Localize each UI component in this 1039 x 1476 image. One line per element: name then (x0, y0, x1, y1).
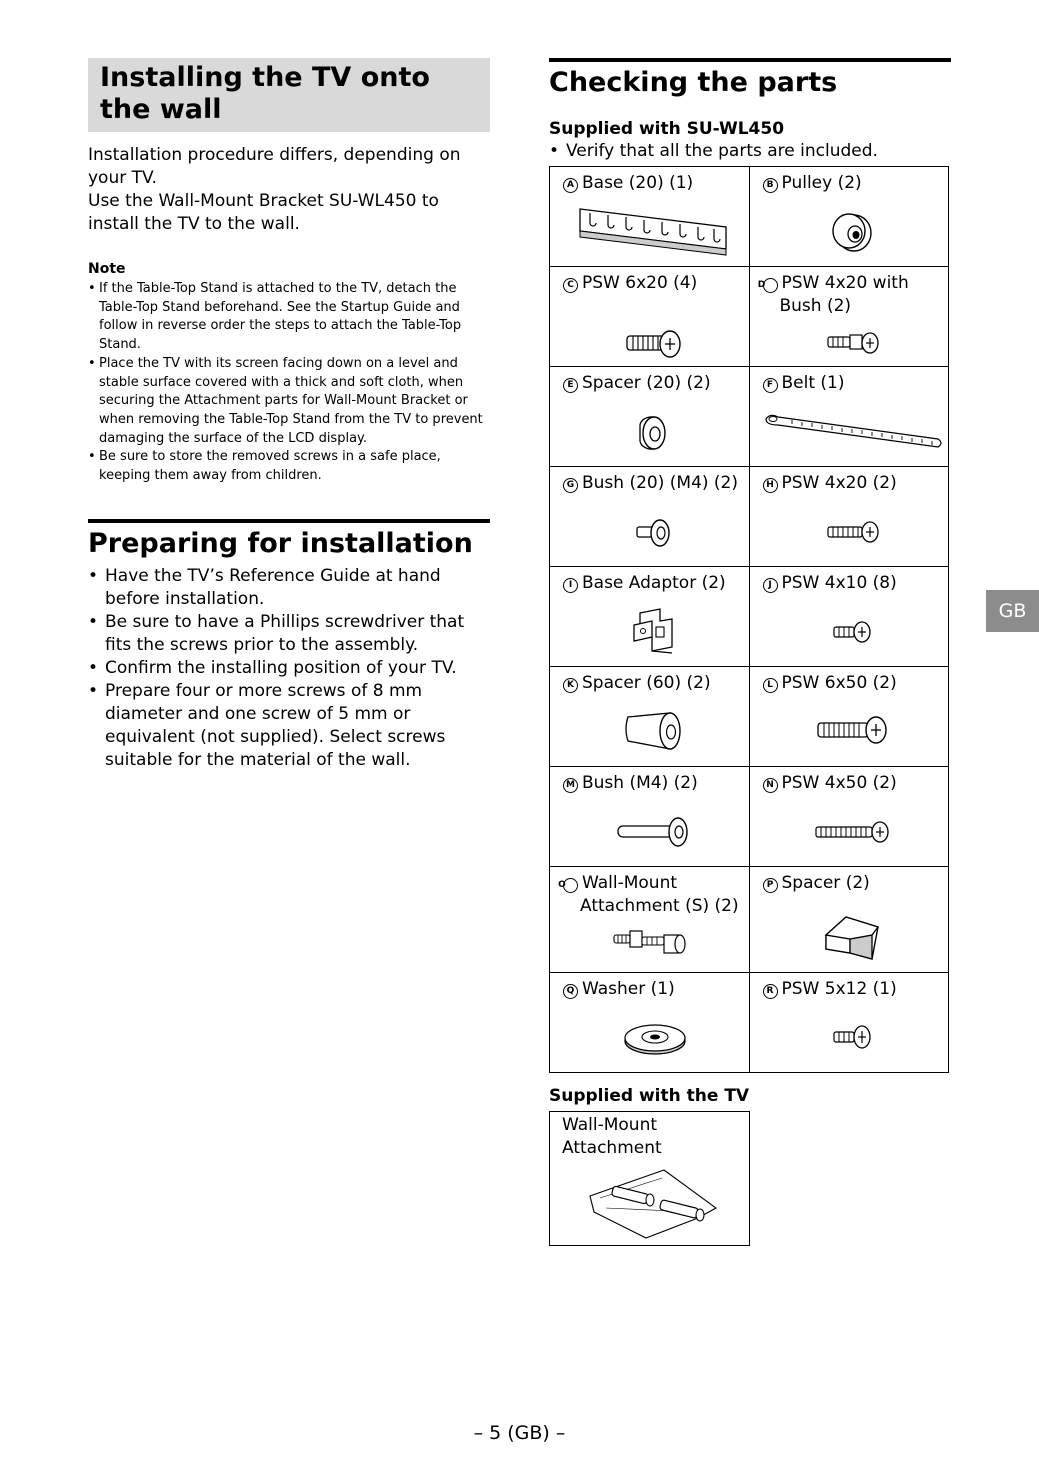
note-item: • Place the TV with its screen facing down on a level and stable surface covered with a thick and soft cloth, when securing the Attachment parts for Wall-Mount Bracket or when removing the Table-Top Stand from the TV to prevent damaging the surface of the LCD display. (88, 355, 483, 446)
base-adaptor-icon (630, 607, 676, 655)
part-cell: Q Washer (1) (550, 973, 749, 1072)
bagged-attachments-icon (586, 1168, 720, 1240)
part-cell: J PSW 4x10 (8) (750, 567, 949, 666)
washer-icon (622, 1021, 688, 1057)
part-cell: G Bush (20) (M4) (2) (550, 467, 749, 566)
screw-icon (624, 327, 684, 361)
part-cell: D PSW 4x20 with Bush (2) (750, 267, 949, 366)
tv-supplied-heading: Supplied with the TV (549, 1086, 750, 1106)
screw-with-bush-icon (826, 331, 882, 355)
bush-icon (634, 517, 674, 549)
wall-mount-attachment-icon (612, 925, 690, 959)
note-item: • Be sure to store the removed screws in a safe place, keeping them away from children. (88, 449, 441, 484)
base-bracket-icon (576, 203, 730, 261)
page-number: – 5 (GB) – (473, 1422, 566, 1444)
parts-title: Checking the parts (549, 67, 838, 98)
note-item: • If the Table-Top Stand is attached to the TV, detach the Table-Top Stand beforehand. See the Startup Guide and follow in reverse order the steps to attach the Table-Top Stand. (88, 281, 462, 353)
part-cell: O Wall-Mount Attachment (S) (2) (550, 867, 749, 972)
part-cell: K Spacer (60) (2) (550, 667, 749, 766)
left-column (88, 58, 490, 772)
language-tab: GB (986, 590, 1039, 632)
long-screw-icon (814, 819, 892, 845)
long-spacer-icon (620, 709, 686, 753)
install-section-header (88, 58, 490, 132)
install-intro (88, 144, 490, 236)
note-list (88, 280, 490, 486)
part-cell: P Spacer (2) (750, 867, 949, 972)
part-cell: F Belt (1) (750, 367, 949, 466)
part-cell: M Bush (M4) (2) (550, 767, 749, 866)
part-cell: B Pulley (2) (750, 167, 949, 266)
verify-note: • Verify that all the parts are included. (549, 141, 878, 161)
short-screw-icon (832, 1023, 874, 1051)
prep-item: • Confirm the installing position of your TV. (88, 657, 457, 678)
part-cell: I Base Adaptor (2) (550, 567, 749, 666)
short-screw-icon (832, 619, 874, 645)
screw-icon (816, 713, 890, 747)
install-title: Installing the TV onto the wall (100, 62, 430, 125)
part-cell: R PSW 5x12 (1) (750, 973, 949, 1072)
tv-part-cell (550, 1112, 750, 1246)
prep-item: • Be sure to have a Phillips screwdriver that fits the screws prior to the assembly. (88, 611, 465, 655)
tv-part-label: Wall-Mount Attachment (562, 1115, 662, 1158)
part-cell: L PSW 6x50 (2) (750, 667, 949, 766)
note-heading: Note (88, 261, 126, 277)
parts-section-header (549, 58, 951, 100)
screw-icon (826, 519, 882, 545)
prep-section-header (88, 519, 490, 561)
supplied-heading: Supplied with SU-WL450 (549, 119, 785, 139)
intro-line-2: Use the Wall-Mount Bracket SU-WL450 to install the TV to the wall. (88, 191, 439, 234)
long-bush-icon (614, 815, 692, 849)
belt-icon (762, 411, 944, 451)
tv-parts-table (549, 1111, 750, 1246)
right-column (549, 58, 951, 1246)
pulley-icon (830, 211, 874, 253)
prep-item: • Have the TV’s Reference Guide at hand before installation. (88, 565, 441, 609)
spacer-icon (635, 415, 669, 451)
prep-item: • Prepare four or more screws of 8 mm diameter and one screw of 5 mm or equivalent (not supplied). Select screws suitable for the material of the wall. (88, 680, 446, 770)
part-cell: H PSW 4x20 (2) (750, 467, 949, 566)
part-cell: A Base (20) (1) (550, 167, 749, 266)
prep-list (88, 565, 490, 772)
part-cell: E Spacer (20) (2) (550, 367, 749, 466)
part-cell: C PSW 6x20 (4) (550, 267, 749, 366)
prep-title: Preparing for installation (88, 527, 473, 559)
part-cell: N PSW 4x50 (2) (750, 767, 949, 866)
block-spacer-icon (822, 913, 884, 963)
intro-line-1: Installation procedure differs, depending on your TV. (88, 145, 461, 188)
parts-table (549, 166, 949, 1073)
